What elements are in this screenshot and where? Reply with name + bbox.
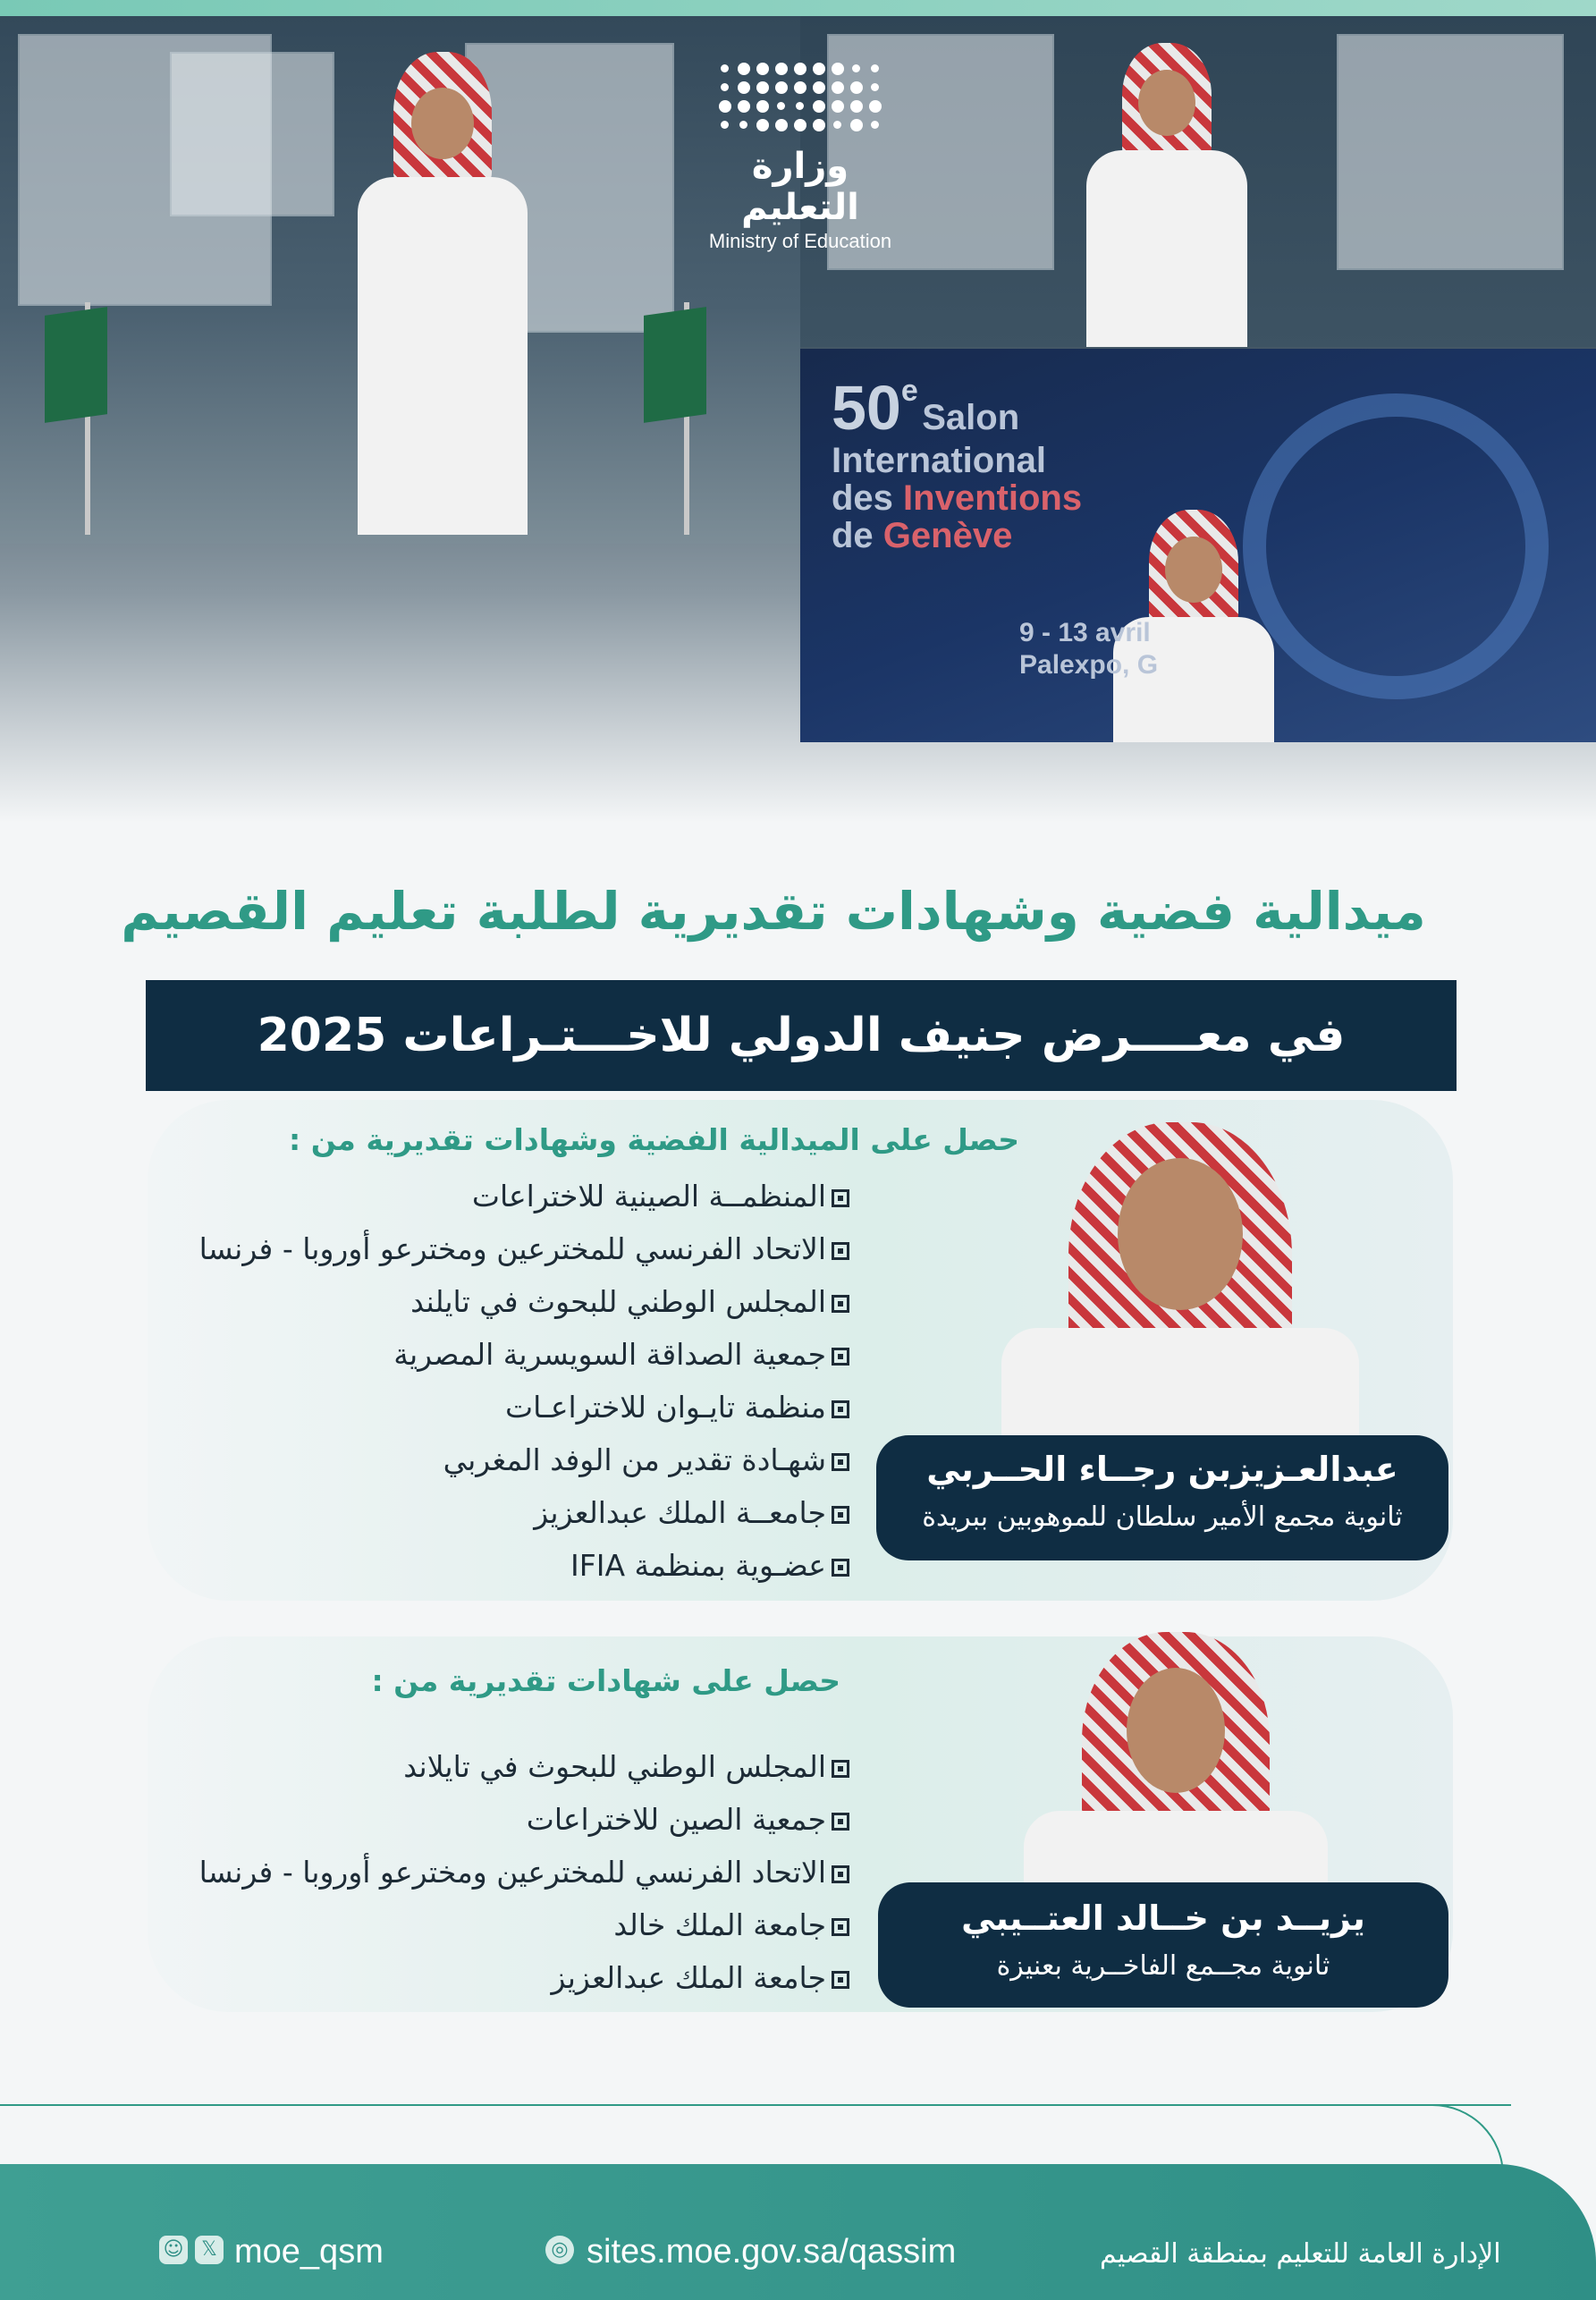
list-item bbox=[161, 1898, 849, 1951]
bullet-icon bbox=[832, 1918, 849, 1936]
bullet-icon bbox=[832, 1865, 849, 1883]
student-photo bbox=[1077, 43, 1256, 347]
face bbox=[411, 88, 474, 159]
footer-divider bbox=[0, 2104, 1511, 2106]
bullet-icon bbox=[832, 1242, 849, 1260]
salon-line2: International bbox=[832, 440, 1047, 480]
logo-english: Ministry of Education bbox=[708, 230, 892, 252]
student2-awards-list bbox=[161, 1740, 849, 2004]
award-text: جامعــة الملك عبدالعزيز bbox=[534, 1495, 826, 1530]
page-title: ميدالية فضية وشهادات تقديرية لطلبة تعليم القصيم bbox=[121, 881, 1426, 942]
bullet-icon bbox=[832, 1189, 849, 1207]
face bbox=[1165, 537, 1222, 603]
top-accent-bar bbox=[0, 0, 1596, 16]
bullet-icon bbox=[832, 1813, 849, 1831]
bullet-icon bbox=[832, 1559, 849, 1577]
student1-awards-heading: حصل على الميدالية الفضية وشهادات تقديرية من : bbox=[289, 1122, 1019, 1157]
footer-bar bbox=[0, 2164, 1596, 2300]
ministry-logo bbox=[688, 63, 912, 253]
subtitle-banner: في معــــرض جنيف الدولي للاخـــتـراعات 2025 bbox=[146, 980, 1457, 1091]
list-item bbox=[161, 1170, 849, 1222]
bullet-icon bbox=[832, 1348, 849, 1366]
logo-dots-icon bbox=[688, 63, 912, 131]
geneva-salon-logo bbox=[832, 373, 1083, 555]
snapchat-icon[interactable]: ☺ bbox=[159, 2236, 188, 2264]
student2-school: ثانوية مجــمع الفاخــرية بعنيزة bbox=[996, 1950, 1330, 1982]
salon-edition-sup: e bbox=[900, 374, 918, 408]
list-item bbox=[161, 1951, 849, 2004]
poster-panel bbox=[1337, 34, 1564, 270]
photo-student-booth bbox=[0, 16, 800, 544]
student-photo bbox=[349, 52, 528, 535]
list-item bbox=[161, 1539, 849, 1592]
salon-date-range: 9 - 13 avril bbox=[1019, 618, 1151, 647]
student1-photo bbox=[1001, 1122, 1359, 1435]
list-item bbox=[161, 1740, 849, 1793]
award-text: المجلس الوطني للبحوث في تايلند bbox=[410, 1284, 826, 1319]
bullet-icon bbox=[832, 1453, 849, 1471]
thobe bbox=[1086, 150, 1247, 347]
poster-panel bbox=[170, 52, 334, 216]
logo-arabic: وزارة التعليم bbox=[741, 146, 859, 228]
list-item bbox=[161, 1328, 849, 1381]
list-item bbox=[161, 1381, 849, 1433]
award-text: عضـوية بمنظمة IFIA bbox=[570, 1548, 826, 1583]
globe-icon: ◎ bbox=[545, 2236, 574, 2264]
student1-name-card bbox=[876, 1435, 1448, 1560]
award-text: المجلس الوطني للبحوث في تايلاند bbox=[403, 1749, 826, 1784]
list-item bbox=[161, 1486, 849, 1539]
salon-ring-graphic bbox=[1243, 393, 1549, 699]
salon-edition: 50 bbox=[832, 373, 901, 443]
award-text: المنظمــة الصينية للاختراعات bbox=[471, 1179, 826, 1213]
salon-line1: Salon bbox=[922, 398, 1020, 437]
award-text: منظمة تايـوان للاختراعـات bbox=[505, 1390, 826, 1425]
award-text: جامعة الملك عبدالعزيز bbox=[551, 1960, 826, 1995]
bullet-icon bbox=[832, 1506, 849, 1524]
student1-awards-list bbox=[161, 1170, 849, 1592]
website-link[interactable]: sites.moe.gov.sa/qassim bbox=[587, 2233, 957, 2270]
thobe bbox=[1001, 1328, 1359, 1435]
list-item bbox=[161, 1433, 849, 1486]
award-text: الاتحاد الفرنسي للمخترعين ومخترعو أوروبا - فرنسا bbox=[198, 1231, 826, 1266]
salon-line4a: de bbox=[832, 515, 883, 555]
photo-diploma bbox=[800, 16, 1596, 347]
award-text: شهـادة تقدير من الوفد المغربي bbox=[443, 1442, 826, 1477]
salon-line3a: des bbox=[832, 478, 904, 518]
social-handle[interactable]: moe_qsm bbox=[234, 2233, 384, 2270]
award-text: جمعية الصداقة السويسرية المصرية bbox=[393, 1337, 826, 1372]
list-item bbox=[161, 1846, 849, 1898]
student1-name: عبدالعـزيزبن رجــاء الحــربي bbox=[926, 1450, 1398, 1489]
salon-dates bbox=[1019, 617, 1158, 681]
bullet-icon bbox=[832, 1971, 849, 1989]
salon-line4b: Genève bbox=[882, 515, 1013, 555]
award-text: جامعة الملك خالد bbox=[613, 1907, 826, 1942]
department-name: الإدارة العامة للتعليم بمنطقة القصيم bbox=[1100, 2238, 1501, 2270]
thobe bbox=[1024, 1811, 1328, 1882]
list-item bbox=[161, 1275, 849, 1328]
bullet-icon bbox=[832, 1295, 849, 1313]
student2-awards-heading: حصل على شهادات تقديرية من : bbox=[371, 1663, 840, 1698]
thobe bbox=[358, 177, 528, 535]
list-item bbox=[161, 1222, 849, 1275]
student1-school: ثانوية مجمع الأمير سلطان للموهوبين ببريدة bbox=[922, 1501, 1403, 1533]
face bbox=[1138, 70, 1195, 136]
face bbox=[1118, 1158, 1243, 1310]
face bbox=[1127, 1668, 1225, 1793]
list-item bbox=[161, 1793, 849, 1846]
salon-line3b: Inventions bbox=[903, 478, 1083, 518]
salon-venue: Palexpo, G bbox=[1019, 650, 1159, 680]
saudi-flag bbox=[45, 307, 107, 423]
bullet-icon bbox=[832, 1400, 849, 1418]
bullet-icon bbox=[832, 1760, 849, 1778]
student2-name: يزيــد بن خــالد العتــيبي bbox=[961, 1898, 1365, 1938]
student2-name-card bbox=[878, 1882, 1448, 2008]
saudi-flag bbox=[644, 307, 706, 423]
student2-photo bbox=[1024, 1632, 1328, 1882]
award-text: الاتحاد الفرنسي للمخترعين ومخترعو أوروبا - فرنسا bbox=[198, 1855, 826, 1890]
hero-photo-collage bbox=[0, 0, 1596, 823]
award-text: جمعية الصين للاختراعات bbox=[526, 1802, 826, 1837]
x-icon[interactable]: 𝕏 bbox=[195, 2236, 224, 2264]
